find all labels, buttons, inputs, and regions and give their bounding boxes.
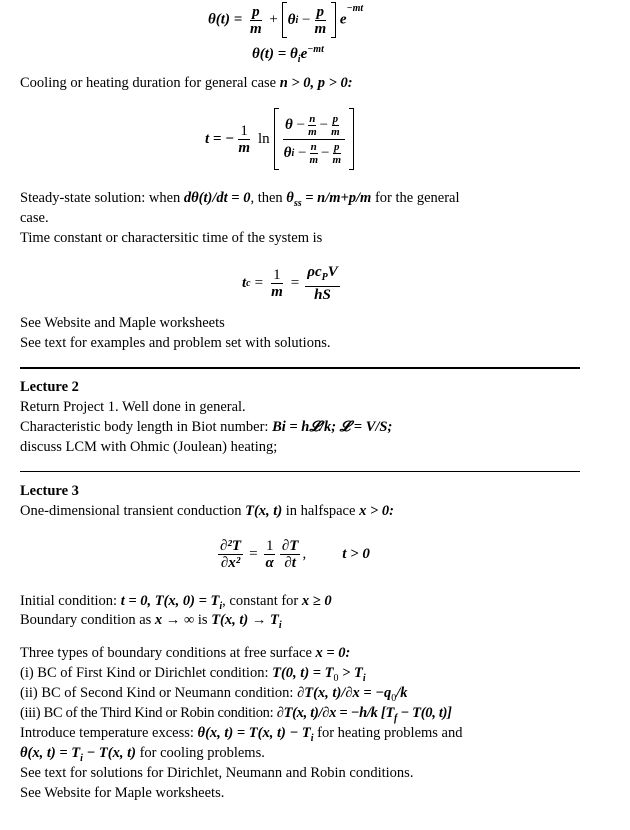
equation-theta-simple <box>252 44 324 65</box>
lecture3-title-text: Lecture 3 <box>20 483 79 499</box>
eq3-top-n-den: m <box>308 125 317 138</box>
eq1-frac1 <box>248 4 264 37</box>
cooling-heading-math: n > 0, p > 0: <box>279 75 353 91</box>
eq3-bot-theta: θ <box>283 144 292 161</box>
steady-math2-sub: ss <box>293 197 302 209</box>
eq3-lhs: t = − <box>205 130 235 147</box>
boundary-math1: x → ∞ <box>154 612 195 628</box>
eq3-frac <box>236 123 252 156</box>
steady-state-text <box>20 189 460 213</box>
excess-math: θ(x, t) = T(x, t) − T <box>197 725 311 741</box>
eq4-lhs-sub: c <box>246 278 251 289</box>
eq1-frac1-num: p <box>252 3 260 20</box>
bc1-math-b: > T <box>342 665 363 681</box>
initial-sub: i <box>219 600 223 612</box>
eq3-ln: ln <box>257 130 270 147</box>
eq4-equals2: = <box>290 275 300 291</box>
lecture2-title <box>20 378 79 396</box>
eq5-frac3-num: ∂T <box>281 538 299 554</box>
lecture2-line2 <box>20 418 392 436</box>
boundary-text-a: Boundary condition as <box>20 612 152 628</box>
equation-heat <box>216 538 370 571</box>
excess2-math: θ(x, t) = T <box>20 745 81 761</box>
eq3-top-p-frac <box>330 113 341 138</box>
lecture2-line1 <box>20 398 246 416</box>
initial-text-a: Initial condition: <box>20 593 118 609</box>
eq3-top-p-den: m <box>331 125 340 138</box>
equation-time-constant <box>242 264 342 303</box>
eq4-frac1-den: m <box>271 284 283 300</box>
bc3-math: ∂T(x, t)/∂x = −h/k [T <box>276 705 395 721</box>
eq3-bot-p-den: m <box>332 153 342 166</box>
eq3-bot-minus2: − <box>321 144 330 161</box>
steady-text-d: case. <box>20 210 49 226</box>
eq1-plus: + <box>269 11 278 28</box>
lecture3-line1-text-b: in halfspace <box>285 503 356 519</box>
eq1-bracket-theta: θ <box>287 11 296 28</box>
see-text-solutions-label: See text for solutions for Dirichlet, Neumann and Robin conditions. <box>20 765 414 781</box>
eq3-numerator <box>283 113 345 140</box>
eq4-frac2-num-a: ρc <box>307 264 322 280</box>
excess-sub: i <box>310 732 314 744</box>
bc3-sub: f <box>394 712 398 724</box>
boundary-condition <box>20 611 282 635</box>
eq1-lhs: θ(t) = <box>208 11 243 28</box>
eq4-equals1: = <box>254 275 264 291</box>
eq3-frac-num: 1 <box>240 122 248 139</box>
bc2-label: (ii) BC of Second Kind or Neumann condition: <box>20 685 294 701</box>
initial-math2: x ≥ 0 <box>301 593 332 609</box>
eq3-top-n-frac <box>307 113 318 138</box>
steady-state-text-cont <box>20 209 49 227</box>
eq1-minus: − <box>301 11 311 28</box>
bc3-label: (iii) BC of the Third Kind or Robin condition: <box>20 705 274 721</box>
initial-text-b: , constant for <box>222 593 299 609</box>
eq5-frac1-den: ∂x² <box>220 555 241 571</box>
bc1-sub0: 0 <box>333 672 339 684</box>
section-divider-2 <box>20 471 580 472</box>
eq2-lhs: θ(t) = θ <box>252 46 298 62</box>
lecture3-line1-math2: x > 0: <box>359 503 394 519</box>
lecture3-line1-text-a: One-dimensional transient conduction <box>20 503 242 519</box>
boundary-math2: T(x, t) → T <box>211 612 279 628</box>
lecture3-line1 <box>20 502 394 520</box>
steady-text-b: , then <box>250 190 283 206</box>
lecture3-title <box>20 482 79 500</box>
time-constant-label: Time constant or charactersitic time of the system is <box>20 230 323 246</box>
eq3-bot-p-frac <box>331 141 342 166</box>
eq3-top-theta: θ <box>285 116 293 133</box>
see-website-maple-label: See Website for Maple worksheets. <box>20 785 225 801</box>
bc2-tail: /k <box>396 685 408 701</box>
eq4-frac2 <box>305 264 340 303</box>
bc2-sub: 0 <box>391 692 397 704</box>
eq5-condition: t > 0 <box>342 546 370 562</box>
eq5-comma: , <box>302 546 307 562</box>
initial-math1: t = 0, T(x, 0) = T <box>120 593 220 609</box>
lecture2-title-text: Lecture 2 <box>20 379 79 395</box>
eq3-denominator <box>282 140 346 166</box>
steady-text-a: Steady-state solution: when <box>20 190 181 206</box>
steady-math3: = n/m+p/m <box>305 190 372 206</box>
steady-text-c: for the general <box>374 190 460 206</box>
time-constant-text <box>20 229 322 247</box>
eq3-bot-n-frac <box>308 141 319 166</box>
bc2-math: ∂T(x, t)/∂x = −q <box>297 685 392 701</box>
eq3-main-frac <box>282 113 346 166</box>
eq3-frac-den: m <box>238 139 250 156</box>
eq5-frac1-num: ∂²T <box>220 538 242 554</box>
cooling-duration-text <box>20 74 353 92</box>
steady-math2: θ <box>286 190 294 206</box>
excess-label: Introduce temperature excess: <box>20 725 194 741</box>
eq3-bot-minus1: − <box>297 144 307 161</box>
cooling-heading-text: Cooling or heating duration for general case <box>20 75 277 91</box>
eq1-frac2-num: p <box>316 3 325 20</box>
lecture2-line3 <box>20 438 277 456</box>
eq4-frac2-num-sub: P <box>321 272 328 283</box>
boundary-sub: i <box>278 619 282 631</box>
lecture2-line3-text: discuss LCM with Ohmic (Joulean) heating; <box>20 439 278 455</box>
eq3-bracket <box>274 108 354 170</box>
eq1-frac2-den: m <box>314 20 327 37</box>
see-website-label: See Website and Maple worksheets <box>20 315 225 331</box>
three-types-text <box>20 644 350 662</box>
eq5-frac2-num: 1 <box>265 538 274 554</box>
eq1-exp-base: e <box>339 11 347 28</box>
eq5-frac2 <box>264 538 276 571</box>
eq4-frac2-num-tail: V <box>327 264 338 280</box>
eq1-frac2 <box>312 4 328 37</box>
eq5-frac2-den: α <box>265 555 274 571</box>
see-text-examples <box>20 334 330 352</box>
excess2-math-b: − T(x, t) <box>86 745 136 761</box>
bc3-tail: − T(0, t)] <box>400 705 452 721</box>
eq3-bot-n-num: n <box>310 140 317 153</box>
three-types-label: Three types of boundary conditions at free surface <box>20 645 312 661</box>
eq4-frac1 <box>269 267 285 300</box>
steady-math1: dθ(t)/dt = 0 <box>183 190 251 206</box>
eq5-frac3-den: ∂t <box>284 555 296 571</box>
excess-text-b: for heating problems and <box>317 725 463 741</box>
equation-duration <box>205 108 354 170</box>
eq4-frac1-num: 1 <box>273 267 281 283</box>
eq4-frac2-den: hS <box>314 287 331 303</box>
eq4-lhs: t <box>242 275 247 291</box>
bc1-subi: i <box>362 672 366 684</box>
eq5-frac3 <box>280 538 301 571</box>
bc1-math: T(0, t) = T <box>272 665 334 681</box>
eq3-top-minus1: − <box>296 116 306 133</box>
three-types-math: x = 0: <box>315 645 351 661</box>
eq4-frac2-num <box>305 264 340 287</box>
boundary-text-b: is <box>197 612 208 628</box>
lecture3-line1-math1: T(x, t) <box>245 503 283 519</box>
eq1-bracket <box>282 2 336 38</box>
lecture2-line1-text: Return Project 1. Well done in general. <box>20 399 246 415</box>
see-text-label: See text for examples and problem set with solutions. <box>20 335 331 351</box>
eq3-bot-sub: i <box>291 147 295 159</box>
eq2-sub: i <box>297 54 301 65</box>
bc1-label: (i) BC of First Kind or Dirichlet condition: <box>20 665 269 681</box>
eq3-bot-n-den: m <box>309 153 319 166</box>
eq1-exp-power: −mt <box>346 3 364 15</box>
see-website-maple <box>20 784 224 802</box>
equation-theta-general <box>208 2 363 38</box>
eq2-base: e <box>300 46 308 62</box>
eq1-frac1-den: m <box>250 20 262 37</box>
eq1-bracket-sub: i <box>295 14 299 26</box>
eq2-power: −mt <box>307 44 324 55</box>
eq3-bot-p-num: p <box>334 140 340 153</box>
eq5-equals: = <box>249 546 258 562</box>
excess2-text: for cooling problems. <box>139 745 265 761</box>
see-website-text <box>20 314 225 332</box>
excess2-sub: i <box>80 752 83 764</box>
see-text-solutions <box>20 764 413 782</box>
eq5-frac1 <box>218 538 243 571</box>
lecture2-line2-math: Bi = h𝓛/k; 𝓛 = V/S; <box>272 419 393 435</box>
lecture2-line2-text: Characteristic body length in Biot number: <box>20 419 269 435</box>
section-divider-1 <box>20 367 580 369</box>
eq3-top-p-num: p <box>332 112 339 125</box>
eq3-top-minus2: − <box>319 116 329 133</box>
eq3-top-n-num: n <box>309 112 316 125</box>
